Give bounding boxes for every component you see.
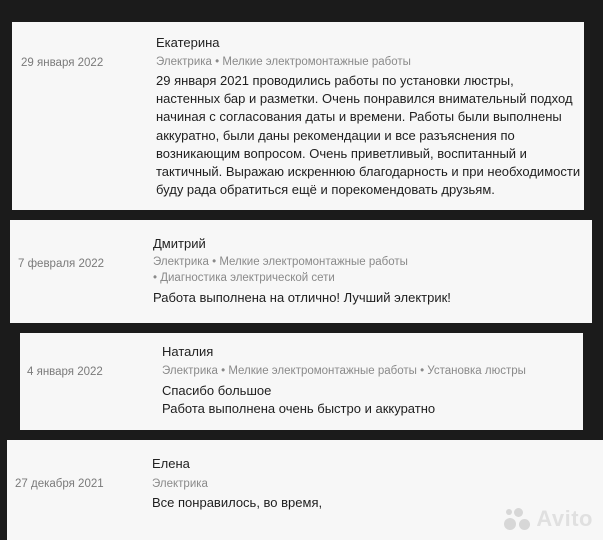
review-text-line: Спасибо большое bbox=[162, 383, 272, 398]
review-categories: Электрика • Мелкие электромонтажные работы • Установка люстры bbox=[162, 365, 526, 377]
avito-logo-icon bbox=[502, 506, 532, 532]
review-categories-line: • Диагностика электрической сети bbox=[153, 272, 335, 284]
review-author[interactable]: Елена bbox=[152, 456, 190, 471]
review-author[interactable]: Наталия bbox=[162, 344, 214, 359]
review-date: 29 января 2022 bbox=[21, 57, 104, 69]
review-card bbox=[20, 333, 583, 430]
review-text: 29 января 2021 проводились работы по установки люстры, настенных бар и разметки. Очень понравился внимательный подход начиная с согласования даты и времени. Работы были выполнены аккуратно, были даны рекомендации и все разъяснения по возникающим вопросом. Очень приветливый, воспитанный и тактичный. Выражаю искреннюю благодарность и при необходимости буду рада обратиться ещё и порекомендовать друзьям. bbox=[156, 73, 581, 198]
review-categories: Электрика bbox=[152, 478, 208, 490]
review-date: 27 декабря 2021 bbox=[15, 478, 104, 490]
review-text: Работа выполнена на отлично! Лучший электрик! bbox=[153, 290, 451, 305]
review-text-line: Работа выполнена очень быстро и аккуратно bbox=[162, 401, 436, 417]
review-author[interactable]: Дмитрий bbox=[153, 236, 206, 251]
review-card bbox=[12, 22, 584, 210]
review-author[interactable]: Екатерина bbox=[156, 35, 220, 50]
review-card bbox=[10, 220, 592, 323]
watermark-text: Avito bbox=[536, 506, 593, 531]
review-text bbox=[162, 382, 435, 418]
review-text: Все понравилось, во время, bbox=[152, 495, 323, 510]
review-categories-line: Электрика • Мелкие электромонтажные работы bbox=[153, 256, 408, 268]
avito-watermark bbox=[502, 506, 593, 532]
review-categories bbox=[153, 254, 408, 286]
review-card bbox=[7, 440, 603, 540]
review-date: 4 января 2022 bbox=[27, 366, 103, 378]
review-date: 7 февраля 2022 bbox=[18, 258, 105, 270]
review-categories: Электрика • Мелкие электромонтажные работы bbox=[156, 56, 411, 68]
